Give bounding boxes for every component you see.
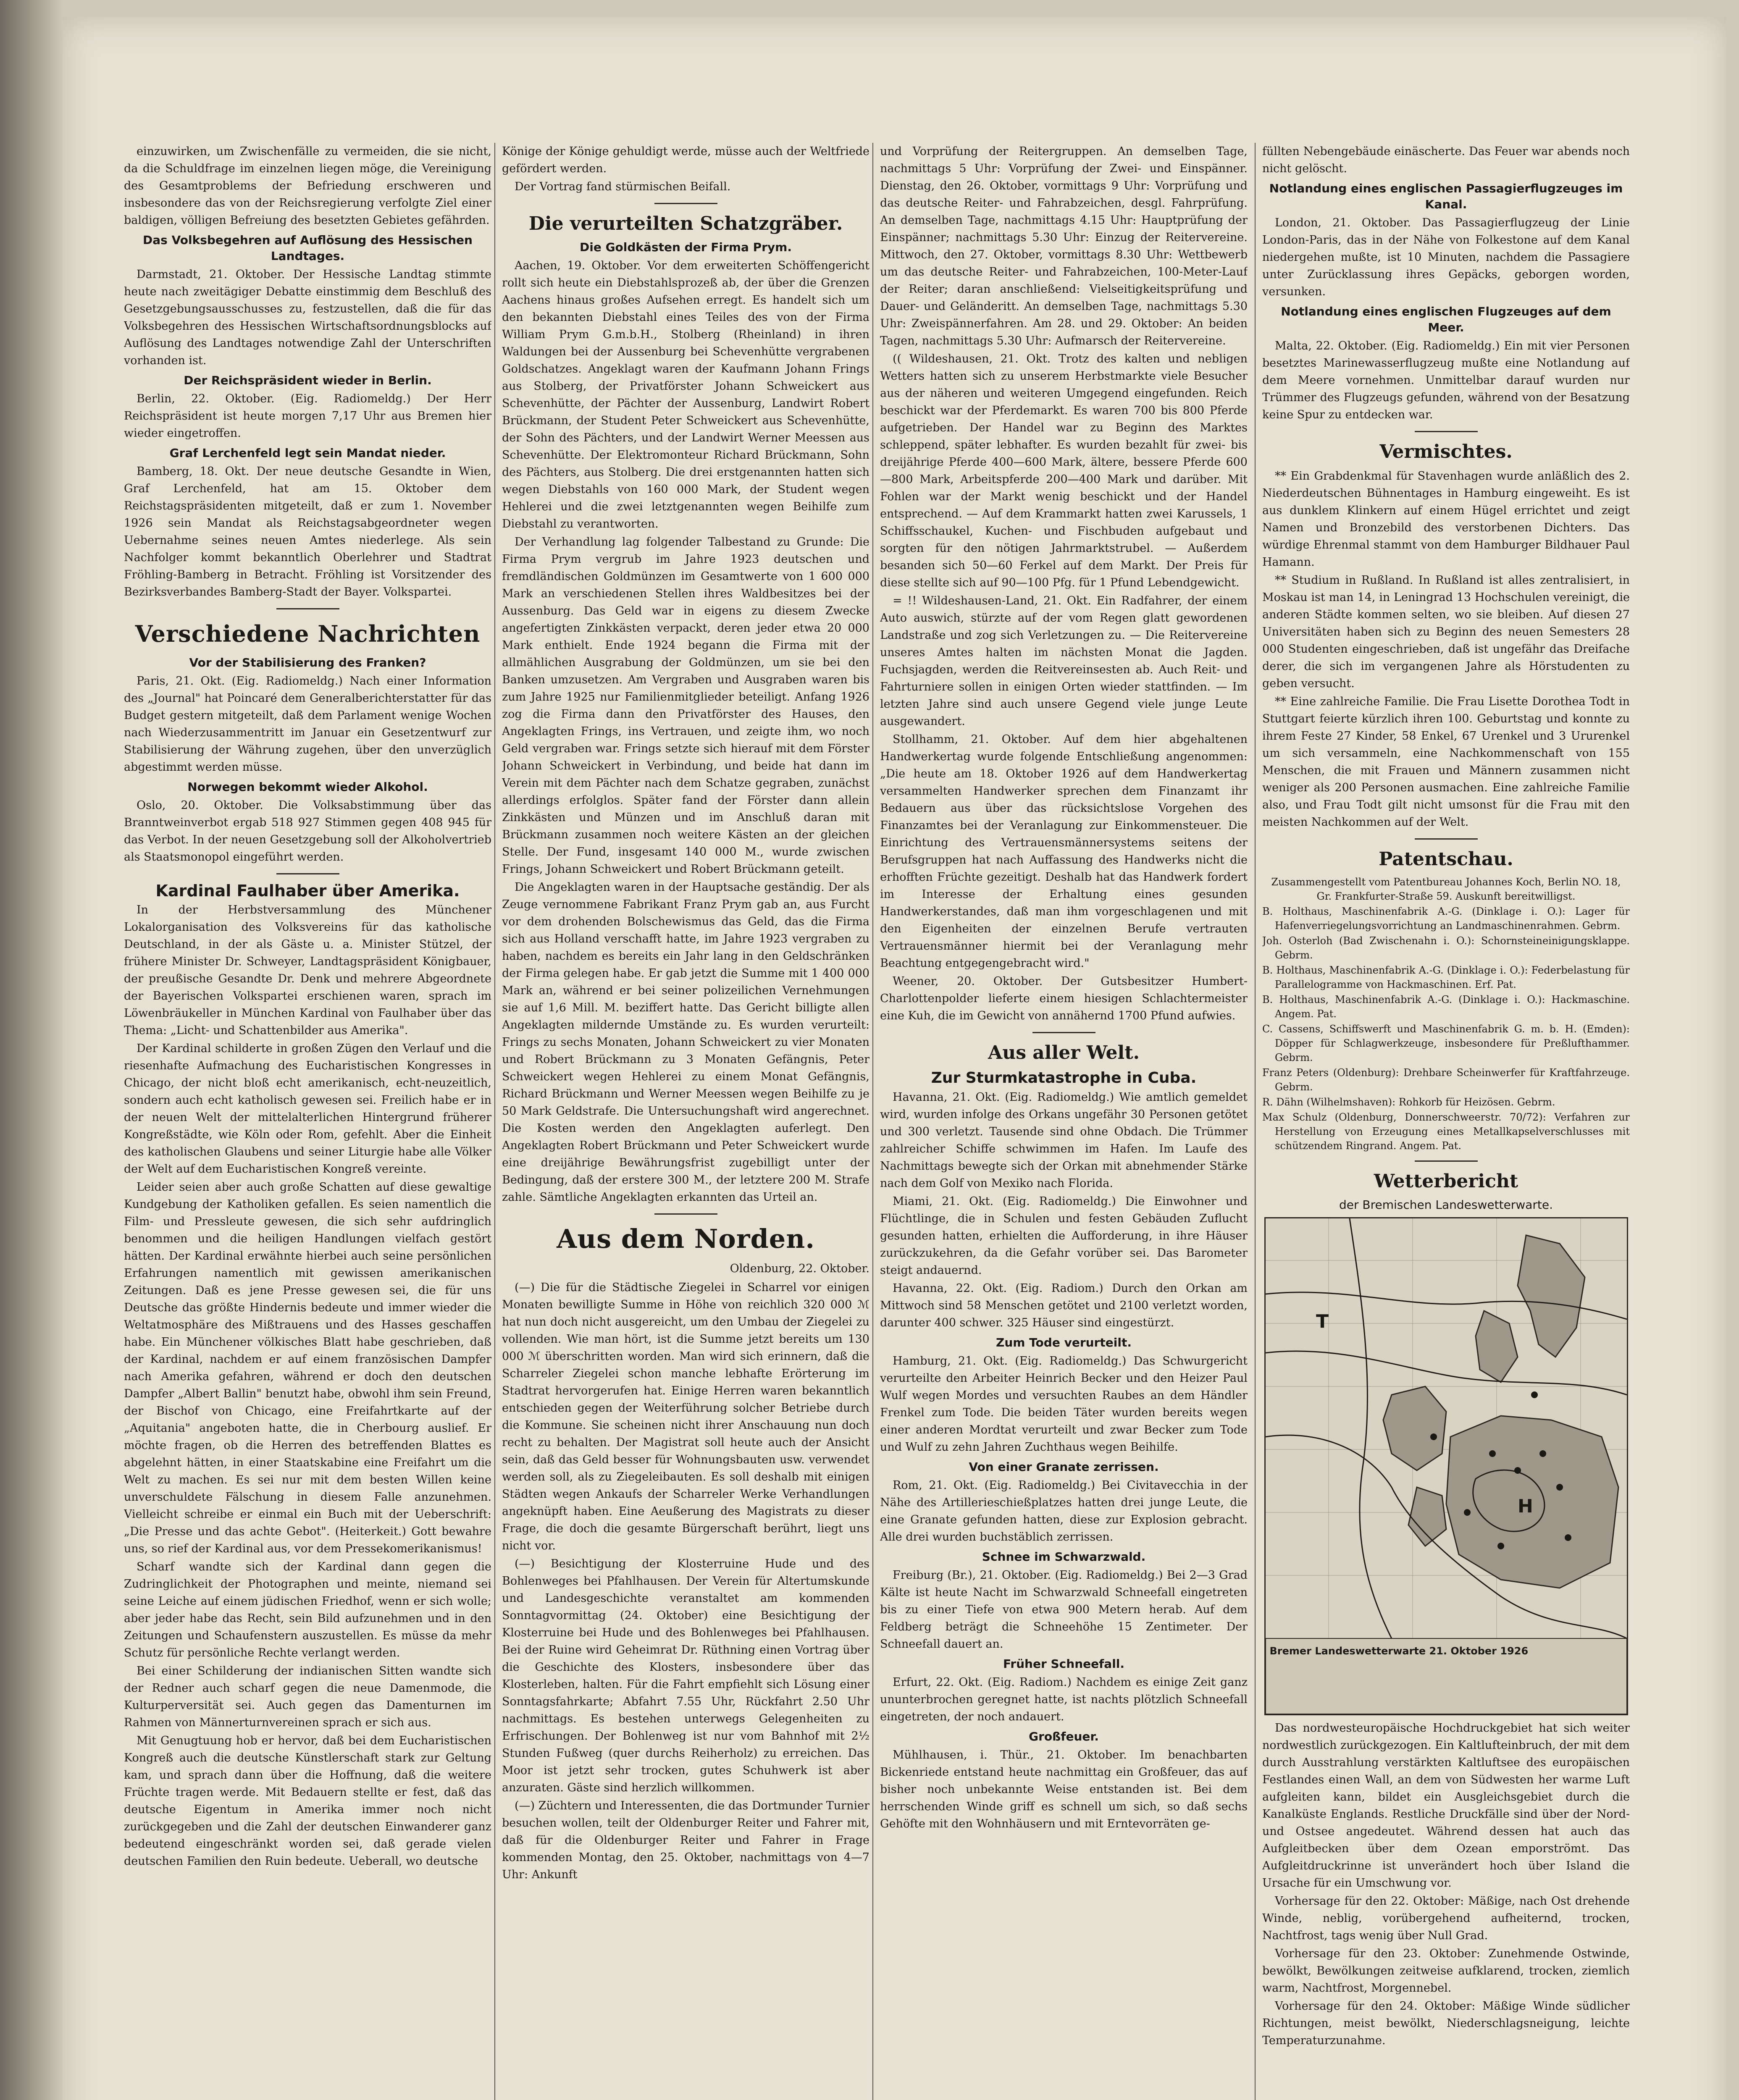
article-text: Havanna, 21. Okt. (Eig. Radiomeldg.) Wie amtlich gemeldet wird, wurden infolge des Orkans ungefähr 30 Personen getötet und 300 verletzt. Tausende sind ohne Obdach. Die Trümmer zahlreicher Schiffe schwimmen im Hafen. Im Laufe des Nachmittags bewegte sich der Orkan mit abnehmender Stärke nach dem Golf von Mexiko nach Florida. (880, 1091, 1248, 1190)
article-text: Leider seien aber auch große Schatten auf diese gewaltige Kundgebung der Katholiken gefallen. Es seien namentlich die Film- und Pressleute gewesen, die sich sehr aufdringlich benommen und die heiligen Handlungen vielfach gestört hätten. Der Kardinal erwähnte hierbei auch seine persönlichen Erfahrungen namentlich mit gewissen amerikanischen Zeitungen. Daß es jene Presse gewesen sei, die für uns Deutsche das größte Hindernis bedeute und immer wieder die Weltatmosphäre des Mißtrauens und des Hasses geschaffen habe. Ein Münchener völkisches Blatt habe geschrieben, daß der Kardinal, nachdem er auf einem französischen Dampfer nach Amerika gefahren, während er doch den deutschen Dampfer „Albert Ballin" benutzt habe, obwohl ihm sein Freund, der Bischof von Chicago, eine Freifahrtkarte auf der „Aquitania" angeboten hatte, die in Cherbourg auslief. Er möchte fragen, ob die Herren des betreffenden Blattes es abgelehnt hätten, in einer Staatskabine eine Freifahrt um die Welt zu machen. Es sei nur mit dem besten Willen keine unverschuldete Fälschung in diesem Falle anzunehmen. Vielleicht schreibe er einmal ein Buch mit der Ueberschrift: „Die Presse und das achte Gebot". (Heiterkeit.) Gott bewahre uns, so rief der Kardinal aus, vor dem Pressekomerikanismus! (124, 1181, 491, 1555)
article-text: London, 21. Oktober. Das Passagierflugzeug der Linie London-Paris, das in der Nähe von Folkestone auf dem Kanal niedergehen mußte, ist 10 Minuten, nachdem die Passagiere unter Zurücklassung ihres Gepäcks, geborgen worden, versunken. (1262, 216, 1630, 298)
separator (654, 1213, 717, 1215)
article-text: Das nordwesteuropäische Hochdruckgebiet hat sich weiter nordwestlich zurückgezogen. Ein Kaltlufteinbruch, der mit dem durch Ausstrahlung verstärkten Kaltluftsee des europäischen Festlandes einen Wall, an dem von Südwesten her warme Luft aufgleiten kann, bildet ein Ausgleichsgebiet durch die Kanalküste Englands. Restliche Druckfälle sind über der Nord- und Ostsee angedeutet. Während dessen hat auch das Aufgleitbecken über dem Ozean emporströmt. Das Aufgleitdruckrinne ist unverändert hoch über Island die Ursache für ein Umschwung vor. (1262, 1722, 1630, 1890)
article-text: (—) Besichtigung der Klosterruine Hude und des Bohlenweges bei Pfahlhausen. Der Verein für Altertumskunde und Landesgeschichte veranstaltet am kommenden Sonntagvormittag (24. Oktober) eine Besichtigung der Klosterruine bei Hude und des Bohlenweges bei Pfahlhausen. Bei der Ruine wird Geheimrat Dr. Rüthning einen Vortrag über die Geschichte des Klosters, insbesondere über das Klosterleben, halten. Für die Fahrt empfiehlt sich Lösung einer Sonntagsfahrkarte; Abfahrt 7.55 Uhr, Rückfahrt 2.50 Uhr nachmittags. Es bestehen unterwegs Gelegenheiten zu Erfrischungen. Der Bohlenweg ist nur vom Bahnhof mit 2½ Stunden Fußweg (quer durchs Reiherholz) zu erreichen. Das Moor ist jetzt sehr trocken, gutes Schuhwerk ist aber anzuraten. Gäste sind herzlich willkommen. (502, 1557, 870, 1794)
column-rule (1255, 143, 1256, 2100)
weather-map (1264, 1217, 1628, 1715)
article-text: Bei einer Schilderung der indianischen Sitten wandte sich der Redner auch scharf gegen die neue Damenmode, die Kulturperversität sei. Auch gegen das Damenturnen im Rahmen von Männerturnvereinen sprach er sich aus. (124, 1664, 491, 1729)
article-text: Berlin, 22. Oktober. (Eig. Radiomeldg.) Der Herr Reichspräsident ist heute morgen 7,17 Uhr aus Bremen hier wieder eingetroffen. (124, 392, 491, 440)
article-headline: Das Volksbegehren auf Auflösung des Hessischen Landtages. (143, 233, 473, 263)
article-text: und Vorprüfung der Reitergruppen. An demselben Tage, nachmittags 5 Uhr: Vorprüfung der Zwei- und Einspänner. Dienstag, den 26. Oktober, vormittags 9 Uhr: Vorprüfung und das deutsche Reiter- und Fahrabzeichen, desgl. Fahrprüfung. An demselben Tage, nachmittags 4.15 Uhr: Hauptprüfung der Einspänner; nachmittags 5.30 Uhr: Einzug der Reitervereine. Mittwoch, den 27. Oktober, vormittags 8.30 Uhr: Wettbewerb um das deutsche Reiter- und Fahrabzeichen, 100-Meter-Lauf der Reiter; daran anschließend: Vielseitigkeitsprüfung und Dauer- und Geländeritt. An demselben Tage, nachmittags 5.30 Uhr: Zweispännerfahren. Am 28. und 29. Oktober: An beiden Tagen, nachmittags 5.30 Uhr: Aufmarsch der Reitervereine. (880, 145, 1248, 347)
article-text: In der Herbstversammlung des Münchener Lokalorganisation des Volksvereins für das katholische Deutschland, in der als Gäste u. a. Minister Stützel, der frühere Minister Dr. Schweyer, Landtagspräsident Königbauer, der preußische Gesandte Dr. Denk und mehrere Abgeordnete der Bayerischen Volkspartei erschienen waren, sprach im Löwenbräukeller in München Kardinal von Faulhaber über das Thema: „Licht- und Schattenbilder aus Amerika". (124, 903, 491, 1037)
article-text: (( Wildeshausen, 21. Okt. Trotz des kalten und nebligen Wetters hatten sich zu unserem Herbstmarkte viele Besucher aus der näheren und weiteren Umgegend eingefunden. Reich beschickt war der Pferdemarkt. Es waren 700 bis 800 Pferde aufgetrieben. Der Handel war zu Beginn des Marktes schleppend, später lebhafter. Es wurden bezahlt für zwei- bis dreijährige Pferde 400—600 Mark, ältere, bessere Pferde 600—800 Mark, Arbeitspferde 200—400 Mark und darüber. Mit Fohlen war der Markt wenig beschickt und der Handel entsprechend. — Auf dem Krammarkt hatten zwei Karussels, 1 Schiffsschaukel, Kuchen- und Fischbuden aufgebaut und sorgten für den nötigen Jahrmarktstrubel. — Außerdem besanden sich 50—60 Ferkel auf dem Markt. Der Preis für diese stellte sich auf 90—100 Pfg. für 1 Pfund Lebendgewicht. (880, 352, 1248, 589)
patent-item: B. Holthaus, Maschinenfabrik A.-G. (Dinklage i. O.): Federbelastung für Parallelogramme von Hackmaschinen. Erf. Pat. (1262, 964, 1630, 990)
article-text: = !! Wildeshausen-Land, 21. Okt. Ein Radfahrer, der einem Auto auswich, stürzte auf der vom Regen glatt gewordenen Landstraße und zog sich Verletzungen zu. — Die Reitervereine unseres Amtes halten im nächsten Monat die Jagden. Fuchsjagden, werden die Reitvereinsesten ab. Auch Reit- und Fahrturniere sollen in einigen Orten wieder stattfinden. — Im letzten Jahre sind auch unsere Gegend viele junge Leute ausgewandert. (880, 594, 1248, 728)
book-spine (0, 0, 63, 2100)
svg-text:H: H (1517, 1496, 1533, 1517)
article-headline: Zum Tode verurteilt. (996, 1336, 1132, 1349)
article-headline: Notlandung eines englischen Flugzeuges auf dem Meer. (1281, 304, 1611, 334)
svg-text:T: T (1316, 1311, 1329, 1332)
article-text: einzuwirken, um Zwischenfälle zu vermeiden, die sie nicht, da die Schuldfrage im einzelnen liegen möge, die Vereinigung des Gesamtproblems der Befriedung erschweren und insbesondere das von der Reichsregierung verfolgte Ziel einer baldigen, völligen Befreiung des besetzten Gebietes gefährden. (124, 145, 491, 227)
article-headline: Schnee im Schwarzwald. (982, 1550, 1146, 1564)
article-text: (—) Die für die Städtische Ziegelei in Scharrel vor einigen Monaten bewilligte Summe in Höhe von reichlich 320 000 ℳ hat nun doch nicht ausgereicht, um den Umbau der Ziegelei zu vollenden. Wie man hört, ist die Summe jetzt bereits um 130 000 ℳ überschritten worden. Man wird sich erinnern, daß die Scharreler Ziegelei schon manche lebhafte Erörterung im Stadtrat hervorgerufen hat. Einige Herren waren bekanntlich entschieden gegen der Weiterführung solcher Betriebe durch die Kommune. Sie scheinen nicht ihrer Anschauung nun doch recht zu behalten. Der Magistrat soll heute auch der Ansicht sein, daß das Geld besser für Wohnungsbauten usw. verwendet werden soll, als zu Ziegeleibauten. Es soll deshalb mit einigen Städten wegen Ankaufs der Scharreler Werke Verhandlungen angeknüpft haben. Eine Aeußerung des Magistrats zu dieser Frage, die doch die gesamte Bürgerschaft berührt, liegt uns nicht vor. (502, 1281, 870, 1552)
article-text: Scharf wandte sich der Kardinal dann gegen die Zudringlichkeit der Photographen und meinte, niemand sei seine Leiche auf einem jüdischen Friedhof, wenn er sich wolle; aber jeder habe das Recht, sein Bild aufzunehmen und in den Zeitungen und Schaufenstern auszustellen. Es müsse da mehr Schutz für persönliche Rechte verlangt werden. (124, 1560, 491, 1659)
patent-item: Joh. Osterloh (Bad Zwischenahn i. O.): Schornsteineinigungsklappe. Gebrm. (1262, 935, 1630, 961)
column-1 (124, 143, 491, 2100)
separator (276, 608, 339, 609)
separator (1032, 1032, 1095, 1033)
article-text: Stollhamm, 21. Oktober. Auf dem hier abgehaltenen Handwerkertag wurde folgende Entschließung angenommen: „Die heute am 18. Oktober 1926 auf dem Handwerkertag versammelten Handwerker sprechen dem Finanzamt ihr Bedauern aus über das rücksichtslose Vorgehen des Finanzamtes bei der Veranlagung zur Einkommensteuer. Die Einrichtung des Vertrauensmännersystems seitens der Berufsgruppen hat nach Auffassung des Handwerks nicht die erhofften Früchte gezeitigt. Deshalb hat das Handwerk fordert im Interesse der Erhaltung eines gesunden Handwerkerstandes, daß man ihm vorgeschlagenen und mit den Eigenheiten der einzelnen Berufe vertrauten Vertrauensmänner hiermit bei der Veranlagung mehr Beachtung entgegengebracht wird." (880, 733, 1248, 970)
article-text: Vorhersage für den 24. Oktober: Mäßige Winde südlicher Richtungen, meist bewölkt, Niederschlagsneigung, leichte Temperaturzunahme. (1262, 2000, 1630, 2047)
article-text: Vorhersage für den 22. Oktober: Mäßige, nach Ost drehende Winde, neblig, vorübergehend aufheiternd, trocken, Nachtfrost, tags wenig über Null Grad. (1262, 1895, 1630, 1942)
article-headline: Norwegen bekommt wieder Alkohol. (187, 780, 428, 794)
patent-item: Franz Peters (Oldenburg): Drehbare Scheinwerfer für Kraftfahrzeuge. Gebrm. (1262, 1067, 1630, 1093)
column-4 (1262, 143, 1630, 2100)
section-headline: Vermischtes. (1379, 441, 1513, 462)
article-text: Der Kardinal schilderte in großen Zügen den Verlauf und die riesenhafte Aufmachung des Eucharistischen Kongresses in Chicago, der nicht bloß echt amerikanisch, echt-neuzeitlich, sondern auch echt katholisch gewesen sei. Freilich habe er in der neuen Welt der mittelalterlichen Hintergrund früherer Kongreßstädte, wie Köln oder Rom, gefehlt. Aber die Einheit des katholischen Glaubens und seiner Liturgie habe alle Völker der Welt auf dem Eucharistischen Kongreß vereinte. (124, 1042, 491, 1176)
article-text: Hamburg, 21. Okt. (Eig. Radiomeldg.) Das Schwurgericht verurteilte den Arbeiter Heinrich Becker und den Heizer Paul Wulf wegen Mordes und versuchten Raubes an dem Händler Frenkel zum Tode. Die beiden Täter wurden bereits wegen einer anderen Mordtat verurteilt und zwar Becker zum Tode und Wulf zu zehn Jahren Zuchthaus wegen Beihilfe. (880, 1354, 1248, 1454)
article-text: Paris, 21. Okt. (Eig. Radiomeldg.) Nach einer Information des „Journal" hat Poincaré dem Generalberichterstatter für das Budget gestern mitgeteilt, daß dem Parlament wenige Wochen nach Wiederzusammentritt im Januar ein Gesetzentwurf zur Stabilisierung der Währung zugehen, über den unverzüglich abgestimmt werden müsse. (124, 675, 491, 774)
article-text: Bamberg, 18. Okt. Der neue deutsche Gesandte in Wien, Graf Lerchenfeld, hat am 15. Oktober dem Reichstagspräsidenten mitgeteilt, daß er zum 1. November 1926 sein Mandat als Reichstagsabgeordneter wegen Uebernahme seines neuen Amtes niederlege. Als sein Nachfolger kommt bekanntlich Oberlehrer und Stadtrat Fröhling-Bamberg in Betracht. Fröhling ist Vorsitzender des Bezirksverbandes Bamberg-Stadt der Bayer. Volkspartei. (124, 465, 491, 598)
article-text: Erfurt, 22. Okt. (Eig. Radiom.) Nachdem es einige Zeit ganz ununterbrochen geregnet hatte, ist nachts plötzlich Schneefall eingetreten, der noch andauert. (880, 1676, 1248, 1723)
article-text: Mit Genugtuung hob er hervor, daß bei dem Eucharistischen Kongreß auch die deutsche Künstlerschaft stark zur Geltung kam, und sprach dann über die Hoffnung, daß die weitere Früchte tragen werde. Mit Bedauern stellte er fest, daß das deutsche Eigentum in Amerika immer noch nicht zurückgegeben und die Zahl der deutschen Einwanderer ganz bedeutend eingeschränkt worden sei, daß gerade vielen deutschen Familien den Ruin bedeute. Ueberall, wo deutsche (124, 1734, 491, 1868)
article-headline: Vor der Stabilisierung des Franken? (189, 656, 426, 669)
article-text: ** Studium in Rußland. In Rußland ist alles zentralisiert, in Moskau ist man 14, in Leningrad 13 Hochschulen vereinigt, die anderen Städte kommen selten, wo sie bleiben. Auf diesen 27 Universitäten haben sich zu Beginn des neuen Semesters 28 000 Studenten eingeschrieben, daß ist ungefähr das Dreifache derer, die sich im vergangenen Jahre als Hörstudenten zu geben versucht. (1262, 574, 1630, 690)
article-headline: Von einer Granate zerrissen. (969, 1460, 1159, 1474)
article-subheadline: der Bremischen Landeswetterwarte. (1339, 1198, 1553, 1212)
article-text: Die Angeklagten waren in der Hauptsache geständig. Der als Zeuge vernommene Fabrikant Franz Prym gab an, aus Furcht vor dem drohenden Bolschewismus das Geld, das die Firma sich aus Holland verschafft hatte, im Jahre 1923 vergraben zu haben, nachdem es bereits ein Jahr lang in den Geldschränken der Firma gelegen habe. Er gab jetzt die Summe mit 1 400 000 Mark an, während er bei seiner polizeilichen Vernehmungen sie auf 1,6 Mill. M. beziffert hatte. Das Gericht billigte allen Angeklagten mildernde Umstände zu. Es wurden verurteilt: Frings zu sechs Monaten, Johann Schweickert zu vier Monaten und Robert Brückmann zu 3 Monaten Gefängnis, Peter Schweickert wegen Hehlerei zu einem Monat Gefängnis, Richard Brückmann und Werner Meessen wegen Beihilfe zu je 50 Mark Geldstrafe. Die Untersuchungshaft wird angerechnet. Die Kosten werden den Angeklagten auferlegt. Den Angeklagten Robert Brückmann und Peter Schweickert wurde eine dreijährige Bewährungsfrist zugebilligt unter der Bedingung, daß der erstere 300 M., der letztere 200 M. Strafe zahle. Sämtliche Angeklagten erkannten das Urteil an. (502, 881, 870, 1204)
section-headline: Wetterbericht (1374, 1171, 1518, 1192)
newspaper-page (63, 17, 1726, 2100)
article-text: Darmstadt, 21. Oktober. Der Hessische Landtag stimmte heute nach zweitägiger Debatte einstimmig dem Beschluß des Gesetzgebungsausschusses zu, festzustellen, daß die für das Volksbegehren des Hessischen Wirtschaftsordnungsblocks auf Auflösung des Landtages notwendige Zahl der Unterschriften vorhanden ist. (124, 268, 491, 367)
article-text: Miami, 21. Okt. (Eig. Radiomeldg.) Die Einwohner und Flüchtlinge, die in Schulen und festen Gebäuden Zuflucht gesunden hatten, erhielten die Aufforderung, in ihre Häuser zurückzukehren, da die Gefahr vorüber sei. Das Barometer steigt andauernd. (880, 1195, 1248, 1277)
article-text: Aachen, 19. Oktober. Vor dem erweiterten Schöffengericht rollt sich heute ein Diebstahlsprozeß ab, der über die Grenzen Aachens hinaus großes Aufsehen erregt. Es handelt sich um den bekannten Diebstahl eines Teiles des von der Firma William Prym G.m.b.H., Stolberg (Rheinland) in ihren Waldungen bei der Aussenburg bei Schevenhütte vergrabenen Goldschatzes. Angeklagt waren der Kaufmann Johann Frings aus Stolberg, der Privatförster Johann Schweickert aus Schevenhütte, der Pächter der Aussenburg, Landwirt Robert Brückmann, der Student Peter Schweickert aus Schevenhütte, der Sohn des Pächters, und der Landwirt Werner Meessen aus Schevenhütte. Der Elektromonteur Richard Brückmann, Sohn des Pächters, aus Stolberg. Die drei erstgenannten hatten sich wegen Diebstahls von 160 000 Mark, der Student wegen Hehlerei und die zwei letztgenannten wegen Beihilfe zum Diebstahl zu verantworten. (502, 259, 870, 530)
article-text: füllten Nebengebäude einäscherte. Das Feuer war abends noch nicht gelöscht. (1262, 145, 1630, 175)
article-text: ** Ein Grabdenkmal für Stavenhagen wurde anläßlich des 2. Niederdeutschen Bühnentages in Hamburg eingeweiht. Es ist aus dunklem Klinkern auf einem Hügel errichtet und zeigt Namen und Bronzebild des verstorbenen Dichters. Das würdige Ehrenmal stammt von dem Hamburger Bildhauer Paul Hamann. (1262, 470, 1630, 569)
column-rule (872, 143, 873, 2100)
article-headline: Notlandung eines englischen Passagierflugzeuges im Kanal. (1269, 181, 1623, 211)
patent-list (1262, 904, 1630, 1153)
article-subheadline: Die Goldkästen der Firma Prym. (579, 240, 792, 254)
article-text: Mühlhausen, i. Thür., 21. Oktober. Im benachbarten Bickenriede entstand heute nachmittag ein Großfeuer, das auf bisher noch unbekannte Weise entstanden ist. Bei dem herrschenden Winde griff es schnell um sich, so daß sechs Gehöfte mit den Wohnhäusern und mit Erntevorräten ge- (880, 1748, 1248, 1830)
article-headline: Der Reichspräsident wieder in Berlin. (184, 373, 432, 387)
article-headline: Großfeuer. (1029, 1730, 1099, 1743)
article-text: Vorhersage für den 23. Oktober: Zunehmende Ostwinde, bewölkt, Bewölkungen zeitweise aufklarend, trocken, ziemlich warm, Nachtfrost, Morgennebel. (1262, 1947, 1630, 1995)
patent-item: C. Cassens, Schiffswerft und Maschinenfabrik G. m. b. H. (Emden): Döpper für Schlagwerkzeuge, insbesondere für Preßlufthammer. Gebrm. (1262, 1023, 1630, 1063)
patent-item: R. Dähn (Wilhelmshaven): Rohkorb für Heizösen. Gebrm. (1262, 1096, 1555, 1108)
article-text: Havanna, 22. Okt. (Eig. Radiom.) Durch den Orkan am Mittwoch sind 58 Menschen getötet und 2100 verletzt worden, darunter 400 schwer. 325 Häuser sind eingestürzt. (880, 1282, 1248, 1329)
article-text: Malta, 22. Oktober. (Eig. Radiomeldg.) Ein mit vier Personen besetztes Marinewasserflugzeug mußte eine Notlandung auf dem Meere vornehmen. Unmittelbar darauf wurden nur Trümmer des Flugzeugs gefunden, während von der Besatzung keine Spur zu entdecken war. (1262, 339, 1630, 421)
separator (1415, 1160, 1478, 1162)
article-headline: Kardinal Faulhaber über Amerika. (155, 882, 460, 900)
patent-intro: Zusammengestellt vom Patentbureau Johannes Koch, Berlin NO. 18, Gr. Frankfurter-Straße 59. Auskunft bereitwilligst. (1271, 876, 1621, 902)
article-text: Rom, 21. Okt. (Eig. Radiomeldg.) Bei Civitavecchia in der Nähe des Artillerieschießplatzes hatten drei junge Leute, die eine Granate gefunden hatten, diese zur Explosion gebracht. Alle drei wurden buchstäblich zerrissen. (880, 1479, 1248, 1544)
section-headline: Aus dem Norden. (557, 1223, 815, 1254)
article-text: Könige der Könige gehuldigt werde, müsse auch der Weltfriede gefördert werden. (502, 145, 870, 175)
section-headline: Verschiedene Nachrichten (135, 620, 481, 647)
weather-map-caption: Bremer Landeswetterwarte 21. Oktober 1926 (1269, 1645, 1529, 1657)
column-rule (494, 143, 495, 2100)
column-3 (880, 143, 1248, 2100)
weather-map-drawing (1266, 1218, 1627, 1714)
dateline: Oldenburg, 22. Oktober. (730, 1262, 870, 1275)
separator (1415, 431, 1478, 432)
separator (654, 203, 717, 204)
article-headline: Graf Lerchenfeld legt sein Mandat nieder. (169, 446, 446, 460)
article-headline: Früher Schneefall. (1003, 1657, 1125, 1671)
article-text: Der Verhandlung lag folgender Talbestand zu Grunde: Die Firma Prym vergrub im Jahre 1923 deutschen und fremdländischen Goldmünzen im Gesamtwerte von 1 600 000 Mark an verschiedenen Stellen ihres Waldbesitzes bei der Aussenburg. Das Geld war in eigens zu diesem Zwecke angefertigten Zinkkästen verpackt, deren jeder etwa 20 000 Mark enthielt. Ende 1924 begann die Firma mit der allmählichen Ausgrabung der Goldmünzen, um sie bei den Banken umzusetzen. Am Vergraben und Ausgraben waren bis zum Jahre 1925 nur Familienmitglieder beteiligt. Anfang 1926 zog die Firma dann den Privatförster des Hauses, den Angeklagten Frings, ins Vertrauen, und zeigte ihm, wo noch Geld vergraben war. Frings setzte sich hierauf mit dem Förster Johann Schweickert in Verbindung, und beide hat dann im Verein mit dem Pächter nach dem Schatze gegraben, zunächst allerdings erfolglos. Später fand der Förster dann allein Zinkkästen und Münzen und im Anschluß daran mit Brückmann zusammen noch weitere Kästen an der gleichen Stelle. Der Fund, insgesamt 140 000 M., wurde zwischen Frings, Johann Schweickert und Robert Brückmann geteilt. (502, 536, 870, 876)
patent-item: Max Schulz (Oldenburg, Donnerschweerstr. 70/72): Verfahren zur Herstellung von Erzeugung eines Metallkapselverschlusses mit schützendem Ringrand. Angem. Pat. (1262, 1111, 1630, 1152)
article-text: Freiburg (Br.), 21. Oktober. (Eig. Radiomeldg.) Bei 2—3 Grad Kälte ist heute Nacht im Schwarzwald Schneefall eingetreten bis zu einer Tiefe von etwa 900 Metern herab. Auf dem Feldberg beträgt die Schneehöhe 15 Zentimeter. Der Schneefall dauert an. (880, 1569, 1248, 1651)
separator (1415, 838, 1478, 840)
patent-item: B. Holthaus, Maschinenfabrik A.-G. (Dinklage i. O.): Lager für Hafenverriegelungsvorrichtung an Landmaschinenrahmen. Gebrm. (1262, 906, 1630, 932)
article-text: Oslo, 20. Oktober. Die Volksabstimmung über das Branntweinverbot ergab 518 927 Stimmen gegen 408 945 für das Verbot. In der neuen Gesetzgebung soll der Alkoholvertrieb als Staatsmonopol eingeführt werden. (124, 799, 491, 864)
article-text: Der Vortrag fand stürmischen Beifall. (515, 180, 731, 193)
article-text: ** Eine zahlreiche Familie. Die Frau Lisette Dorothea Todt in Stuttgart feierte kürzlich ihren 100. Geburtstag und konnte zu ihrem Feste 27 Kinder, 58 Enkel, 67 Urenkel und 3 Ururenkel um sich versammeln, eine Nachkommenschaft von 155 Menschen, die mit Frauen und Männern zusammen nicht weniger als 200 Personen ausmachen. Eine zahlreiche Familie also, und Frau Todt gilt nicht umsonst für die Frau mit den meisten Nachkommen auf der Welt. (1262, 695, 1630, 829)
article-headline: Die verurteilten Schatzgräber. (528, 213, 843, 234)
separator (276, 873, 339, 874)
article-headline: Zur Sturmkatastrophe in Cuba. (931, 1069, 1197, 1087)
section-headline: Aus aller Welt. (988, 1042, 1140, 1063)
article-text: Weener, 20. Oktober. Der Gutsbesitzer Humbert-Charlottenpolder lieferte einem hiesigen Schlachtermeister eine Kuh, die im Gewicht von annähernd 1700 Pfund aufwies. (880, 975, 1248, 1022)
section-headline: Patentschau. (1379, 848, 1513, 870)
article-text: (—) Züchtern und Interessenten, die das Dortmunder Turnier besuchen wollen, teilt der Oldenburger Reiter und Fahrer mit, daß für die Oldenburger Reiter und Fahrer in Frage kommenden Montag, den 25. Oktober, nachmittags von 4—7 Uhr: Ankunft (502, 1799, 870, 1881)
column-2 (502, 143, 870, 2100)
patent-item: B. Holthaus, Maschinenfabrik A.-G. (Dinklage i. O.): Hackmaschine. Angem. Pat. (1262, 994, 1630, 1020)
